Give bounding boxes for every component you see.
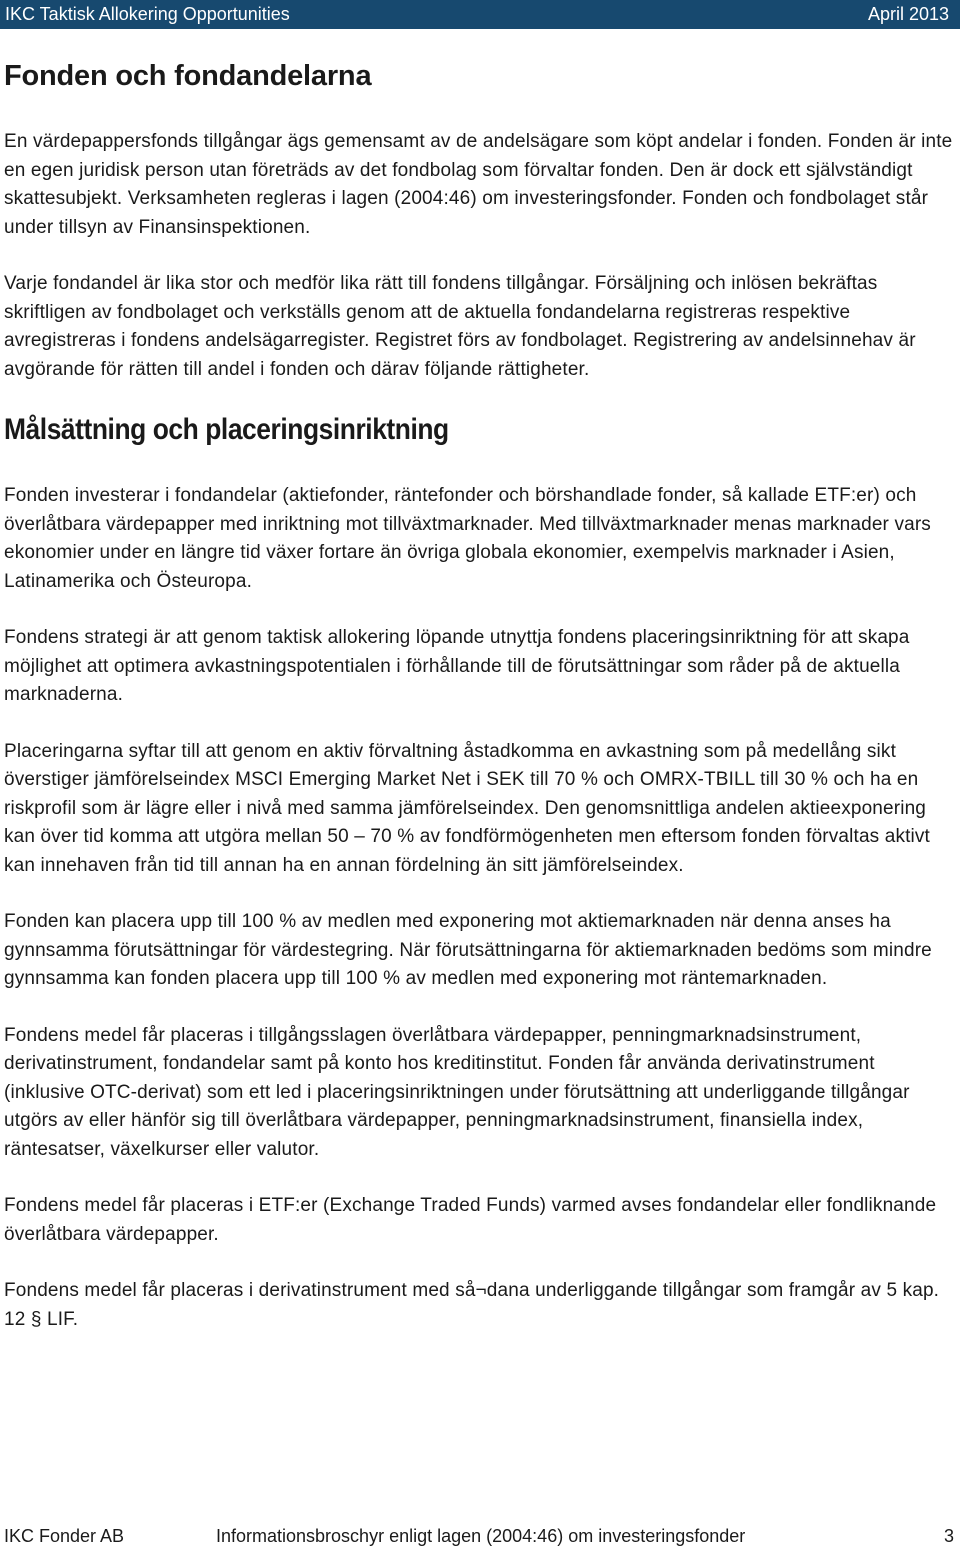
header-date: April 2013 [867, 4, 949, 24]
paragraph: Fonden investerar i fondandelar (aktiefonder, räntefonder och börshandlade fonder, så kallade ETF:er) och överlåtbara värdepapper med inriktning mot tillväxtmarknader. Med tillväxtmarknader menas marknader vars ekonomier under en längre tid växer fortare än övriga globala ekonomier, exempelvis marknader i Asien, Latinamerika och Östeuropa. [4, 485, 931, 592]
paragraph: Fonden kan placera upp till 100 % av medlen med exponering mot aktiemarknaden när denna anses ha gynnsamma förutsättningar för värdestegring. När förutsättningarna för aktiemarknaden bedöms som mindre gynnsamma kan fonden placera upp till 100 % av medlen med exponering mot räntemarknaden. [4, 911, 932, 989]
header-title: IKC Taktisk Allokering Opportunities [5, 4, 290, 24]
page-footer [0, 1522, 960, 1551]
paragraph: Fondens medel får placeras i ETF:er (Exchange Traded Funds) varmed avses fondandelar eller fondliknande överlåtbara värdepapper. [4, 1195, 937, 1245]
paragraph: Fondens medel får placeras i tillgångsslagen överlåtbara värdepapper, penningmarknadsinstrument, derivatinstrument, fondandelar samt på konto hos kreditinstitut. Fonden får använda derivatinstrument (inklusive OTC-derivat) som ett led i placeringsinriktningen under förutsättning att underliggande tillgångar utgörs av eller hänför sig till överlåtbara värdepapper, penningmarknadsinstrument, finansiella index, räntesatser, växelkurser eller valutor. [4, 1024, 910, 1160]
document-body [4, 56, 958, 1334]
page-header [0, 0, 960, 29]
section-heading-fonden: Fonden och fondandelarna [4, 60, 372, 92]
paragraph: Fondens strategi är att genom taktisk allokering löpande utnyttja fondens placeringsinriktning för att skapa möjlighet att optimera avkastningspotentialen i förhållande till de förutsättningar som råder på de aktuella marknaderna. [4, 627, 910, 705]
paragraph: Fondens medel får placeras i derivatinstrument med så¬dana underliggande tillgångar som framgår av 5 kap. 12 § LIF. [4, 1280, 940, 1330]
paragraph: Placeringarna syftar till att genom en aktiv förvaltning åstadkomma en avkastning som på medellång sikt överstiger jämförelseindex MSCI Emerging Market Net i SEK till 70 % och OMRX-TBILL till 30 % och ha en riskprofil som är lägre eller i nivå med samma jämförelseindex. Den genomsnittliga andelen aktieexponering kan över tid komma att utgöra mellan 50 – 70 % av fondförmögenheten men eftersom fonden förvaltas aktivt kan innehaven från tid till annan ha en annan fördelning än sitt jämförelseindex. [4, 740, 930, 876]
section-heading-malsattning: Målsättning och placeringsinriktning [4, 413, 449, 446]
footer-document-title: Informationsbroschyr enligt lagen (2004:46) om investeringsfonder [216, 1526, 746, 1546]
paragraph: Varje fondandel är lika stor och medför lika rätt till fondens tillgångar. Försäljning och inlösen bekräftas skriftligen av fondbolaget och verkställs genom att de aktuella fondandelarna registreras respektive avregistreras i fondens andelsägarregister. Registret förs av fondbolaget. Registrering av andelsinnehav är avgörande för rätten till andel i fonden och därav följande rättigheter. [4, 273, 916, 380]
paragraph: En värdepappersfonds tillgångar ägs gemensamt av de andelsägare som köpt andelar i fonden. Fonden är inte en egen juridisk person utan företräds av det fondbolag som förvaltar fonden. Den är dock ett självständigt skattesubjekt. Verksamheten regleras i lagen (2004:46) om investeringsfonder. Fonden och fondbolaget står under tillsyn av Finansinspektionen. [4, 131, 953, 238]
page-number: 3 [943, 1526, 954, 1546]
footer-company: IKC Fonder AB [4, 1526, 125, 1546]
